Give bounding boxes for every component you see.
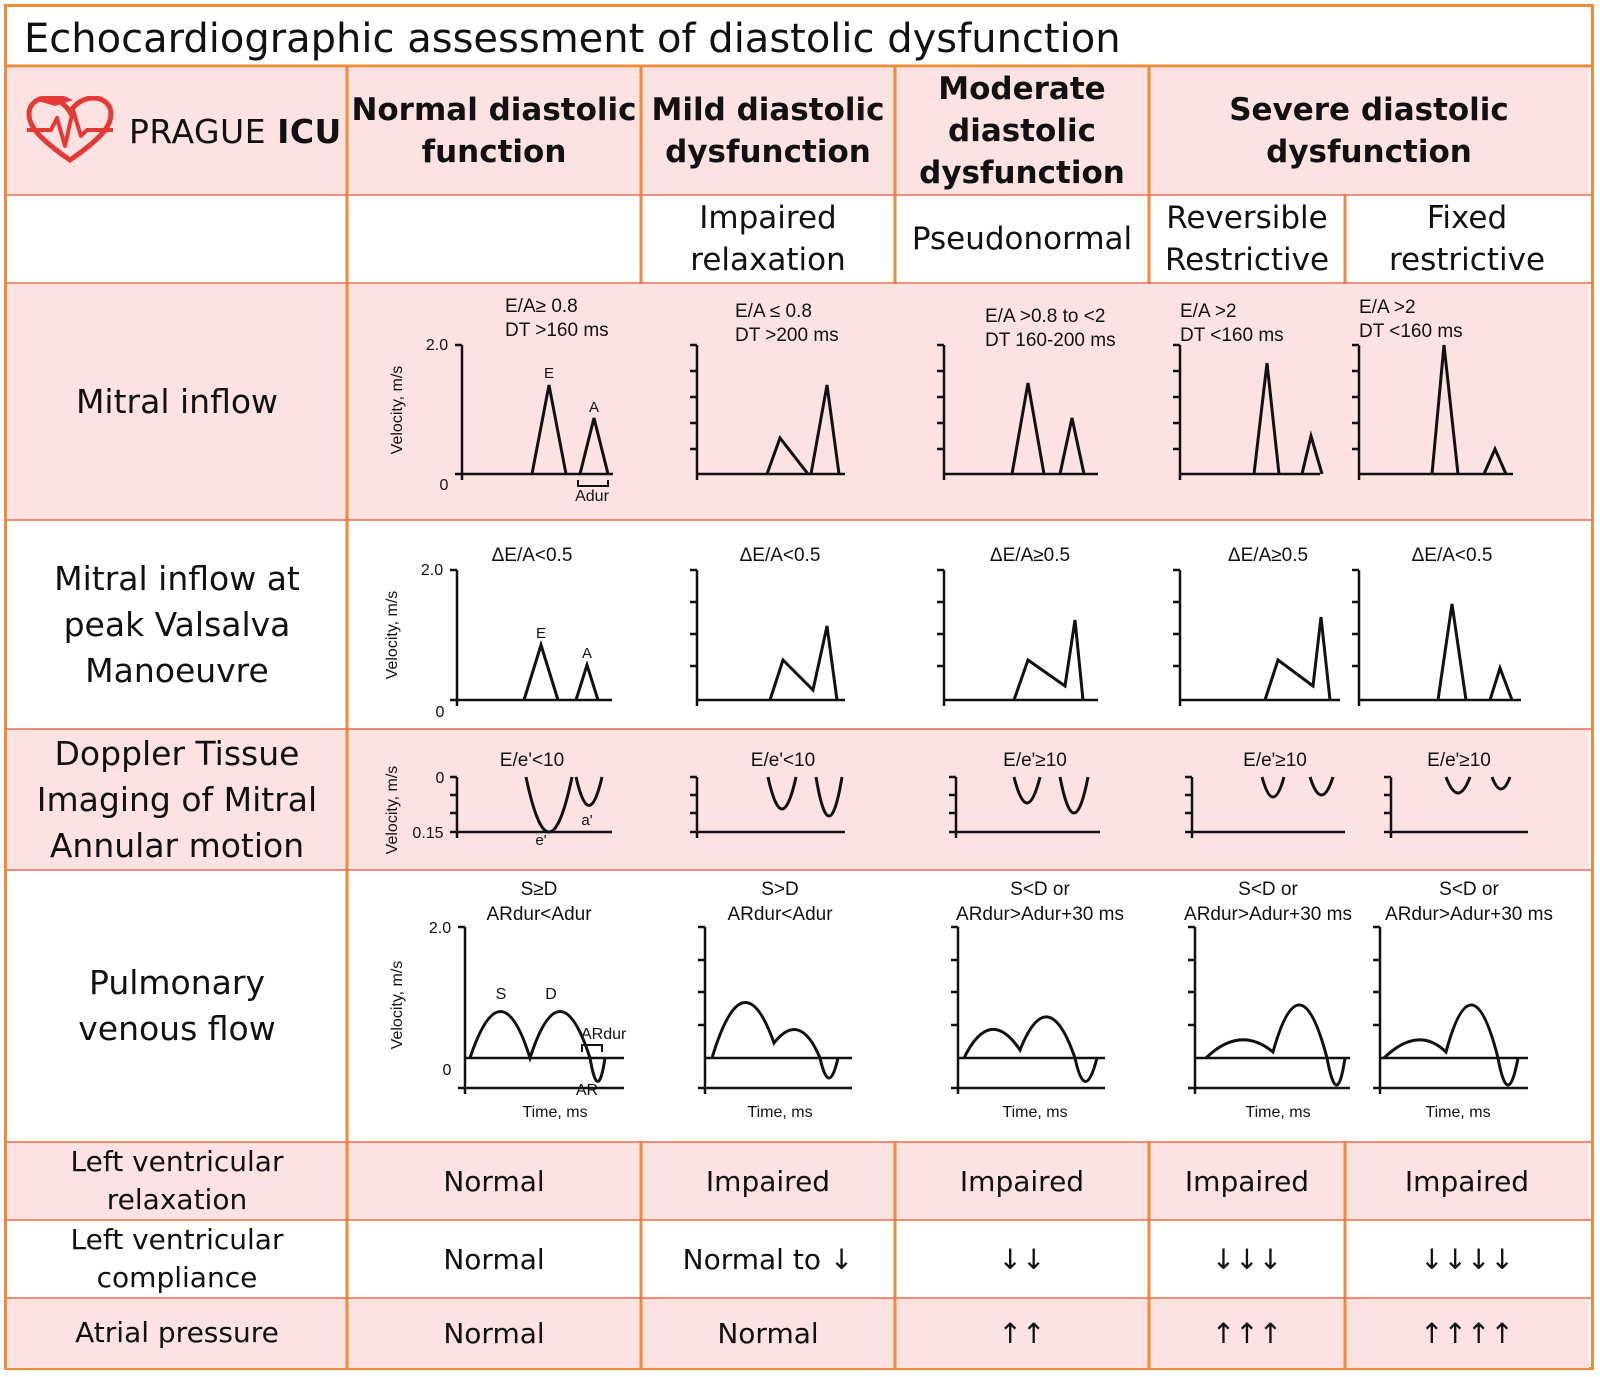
pv-criteria-line2-1: ARdur<Adur <box>727 904 833 925</box>
mitral-A-wave-1 <box>811 385 839 474</box>
mitral-vtop-label: 2.0 <box>425 337 449 354</box>
valsalva-criteria-3: ΔE/A≥0.5 <box>1227 545 1309 566</box>
compliance-value-3: ↓↓↓ <box>1211 1242 1283 1276</box>
dti-criteria-3: E/e'≥10 <box>1243 750 1307 771</box>
pv-D-label: D <box>545 986 557 1003</box>
pv-criteria-line1-0: S≥D <box>520 879 558 900</box>
dti-e-prime-label: e' <box>535 832 547 849</box>
col-header-mild: Mild diastolic dysfunction <box>641 68 895 194</box>
pv-criteria-line2-3: ARdur>Adur+30 ms <box>1184 904 1352 925</box>
valsalva-velocity-axis-label: Velocity, m/s <box>384 590 401 680</box>
pv-criteria-line1-1: S>D <box>761 879 799 900</box>
pv-criteria-line1-3: S<D or <box>1238 879 1298 900</box>
pv-time-axis-label-1: Time, ms <box>747 1104 813 1121</box>
dti-e-prime-wave-2 <box>1014 777 1040 803</box>
pv-wave-4 <box>1384 1005 1518 1085</box>
dti-a-prime-label: a' <box>581 812 593 829</box>
mitral-E-wave-3 <box>1254 363 1279 474</box>
mitral-criteria-line1-4: E/A >2 <box>1359 297 1416 318</box>
valsalva-vtop-label: 2.0 <box>420 562 444 579</box>
mitral-E-wave-1 <box>767 438 808 474</box>
pv-ARdur-label: ARdur <box>581 1026 627 1043</box>
pv-wave-3 <box>1206 1005 1345 1085</box>
dti-velocity-axis-label: Velocity, m/s <box>384 765 401 855</box>
mitral-A-label: A <box>588 399 600 416</box>
pv-time-axis-label-4: Time, ms <box>1425 1104 1491 1121</box>
relaxation-value-1: Impaired <box>705 1164 831 1198</box>
mitral-criteria-line1-3: E/A >2 <box>1180 301 1237 322</box>
pv-axis-0 <box>458 927 624 1094</box>
valsalva-axis-1 <box>690 570 845 706</box>
dti-a-prime-wave-1 <box>816 777 842 816</box>
atrial-value-0: Normal <box>443 1316 545 1350</box>
valsalva-wave-4-0 <box>1438 604 1466 700</box>
subtype-fixed-restrictive: Fixed restrictive <box>1388 200 1546 278</box>
pv-velocity-axis-label: Velocity, m/s <box>389 960 406 1050</box>
adur-label: Adur <box>575 488 609 505</box>
pv-time-axis-label-0: Time, ms <box>522 1104 588 1121</box>
row-label-dti: Doppler Tissue Imaging of Mitral Annular motion <box>36 733 318 865</box>
pv-axis-2 <box>951 927 1105 1094</box>
dti-e-prime-wave-0 <box>526 777 572 832</box>
pv-axis-1 <box>698 927 852 1094</box>
valsalva-criteria-2: ΔE/A≥0.5 <box>989 545 1071 566</box>
mitral-velocity-axis-label: Velocity, m/s <box>389 365 406 455</box>
relaxation-value-3: Impaired <box>1184 1164 1310 1198</box>
pv-vtop-label: 2.0 <box>428 920 452 937</box>
mitral-A-wave-2 <box>1060 418 1084 474</box>
pv-criteria-line2-0: ARdur<Adur <box>486 904 592 925</box>
valsalva-wave-0-0 <box>524 645 558 700</box>
dti-criteria-0: E/e'<10 <box>499 750 565 771</box>
mitral-E-label: E <box>543 365 555 382</box>
row-label-lv-compliance: Left ventricular compliance <box>70 1223 284 1294</box>
dti-axis-2 <box>949 777 1100 838</box>
subtype-reversible-restrictive: Reversible Restrictive <box>1164 200 1330 278</box>
pv-wave-2 <box>964 1017 1097 1082</box>
mitral-E-wave-0 <box>532 385 566 474</box>
mitral-criteria-line2-4: DT <160 ms <box>1359 321 1463 342</box>
col-header-moderate: Moderate diastolic dysfunction <box>895 68 1149 194</box>
pv-S-label: S <box>495 986 507 1003</box>
compliance-value-1: Normal to ↓ <box>682 1242 854 1276</box>
valsalva-axis-0 <box>450 570 612 706</box>
valsalva-criteria-4: ΔE/A<0.5 <box>1411 545 1493 566</box>
dti-a-prime-wave-4 <box>1492 777 1510 789</box>
valsalva-wave-1-0 <box>770 626 837 700</box>
valsalva-wave-2-0 <box>1014 620 1083 700</box>
valsalva-wave-4-1 <box>1490 668 1512 700</box>
pv-wave-1 <box>712 1002 838 1078</box>
mitral-vzero-label: 0 <box>439 477 449 494</box>
relaxation-value-4: Impaired <box>1404 1164 1530 1198</box>
pv-vzero-label: 0 <box>442 1062 452 1079</box>
mitral-criteria-line1-2: E/A >0.8 to <2 <box>985 306 1106 327</box>
pv-criteria-line1-2: S<D or <box>1010 879 1070 900</box>
valsalva-E-label: E <box>535 625 547 642</box>
mitral-A-wave-4 <box>1484 449 1506 474</box>
mitral-A-wave-3 <box>1302 436 1322 474</box>
subtype-impaired-relaxation: Impaired relaxation <box>690 200 846 278</box>
compliance-value-2: ↓↓ <box>998 1242 1046 1276</box>
row-label-mitral-inflow: Mitral inflow <box>75 382 279 421</box>
dti-a-prime-wave-2 <box>1060 777 1088 813</box>
mitral-criteria-line2-3: DT <160 ms <box>1180 325 1284 346</box>
mitral-criteria-line2-0: DT >160 ms <box>505 320 609 341</box>
col-header-normal: Normal diastolic function <box>347 68 641 194</box>
dti-criteria-2: E/e'≥10 <box>1003 750 1067 771</box>
pv-criteria-line1-4: S<D or <box>1439 879 1499 900</box>
valsalva-wave-0-1 <box>576 665 598 700</box>
atrial-value-4: ↑↑↑↑ <box>1420 1316 1514 1350</box>
atrial-value-3: ↑↑↑ <box>1211 1316 1283 1350</box>
pv-criteria-line2-2: ARdur>Adur+30 ms <box>956 904 1124 925</box>
relaxation-value-2: Impaired <box>959 1164 1085 1198</box>
pv-axis-4 <box>1373 927 1528 1094</box>
relaxation-value-0: Normal <box>443 1164 545 1198</box>
mitral-criteria-line2-2: DT 160-200 ms <box>985 330 1116 351</box>
row-label-valsalva: Mitral inflow at peak Valsalva Manoeuvre <box>54 558 300 690</box>
col-header-severe: Severe diastolic dysfunction <box>1149 68 1589 194</box>
mitral-E-wave-4 <box>1432 345 1458 474</box>
compliance-value-4: ↓↓↓↓ <box>1420 1242 1514 1276</box>
mitral-criteria-line1-0: E/A≥ 0.8 <box>505 296 578 317</box>
dti-a-prime-wave-3 <box>1310 777 1333 795</box>
valsalva-axis-3 <box>1173 570 1340 706</box>
atrial-value-1: Normal <box>717 1316 819 1350</box>
dti-e-prime-wave-1 <box>768 777 796 809</box>
valsalva-criteria-1: ΔE/A<0.5 <box>739 545 821 566</box>
pv-time-axis-label-2: Time, ms <box>1002 1104 1068 1121</box>
mitral-axis-3 <box>1173 345 1320 480</box>
pv-time-axis-label-3: Time, ms <box>1245 1104 1311 1121</box>
row-label-lv-relaxation: Left ventricular relaxation <box>70 1145 284 1216</box>
dti-bottom-label: 0.15 <box>412 825 444 842</box>
dti-e-prime-wave-3 <box>1262 777 1284 797</box>
valsalva-wave-3-0 <box>1265 617 1330 700</box>
logo-text: PRAGUE ICU <box>129 111 342 151</box>
dti-e-prime-wave-4 <box>1446 777 1470 793</box>
dti-criteria-4: E/e'≥10 <box>1427 750 1491 771</box>
pv-AR-label: AR <box>575 1082 599 1099</box>
page-title: Echocardiographic assessment of diastolic dysfunction <box>24 16 1121 62</box>
subtype-pseudonormal: Pseudonormal <box>911 221 1133 257</box>
pv-criteria-line2-4: ARdur>Adur+30 ms <box>1385 904 1553 925</box>
pv-wave-0 <box>470 1012 605 1082</box>
dti-zero-label: 0 <box>435 770 445 787</box>
compliance-value-0: Normal <box>443 1242 545 1276</box>
pv-axis-3 <box>1188 927 1350 1094</box>
row-label-atrial-pressure: Atrial pressure <box>75 1316 279 1349</box>
dti-a-prime-wave-0 <box>576 777 602 806</box>
mitral-axis-2 <box>937 345 1098 480</box>
mitral-criteria-line1-1: E/A ≤ 0.8 <box>735 301 812 322</box>
valsalva-A-label: A <box>581 645 593 662</box>
mitral-A-wave-0 <box>580 418 608 474</box>
adur-bracket <box>578 480 608 486</box>
atrial-value-2: ↑↑ <box>998 1316 1046 1350</box>
mitral-E-wave-2 <box>1012 383 1044 474</box>
row-label-pulmonary-venous-flow: Pulmonary venous flow <box>78 963 276 1048</box>
valsalva-criteria-0: ΔE/A<0.5 <box>491 545 573 566</box>
valsalva-vzero-label: 0 <box>435 704 445 721</box>
dti-criteria-1: E/e'<10 <box>750 750 816 771</box>
mitral-criteria-line2-1: DT >200 ms <box>735 325 839 346</box>
